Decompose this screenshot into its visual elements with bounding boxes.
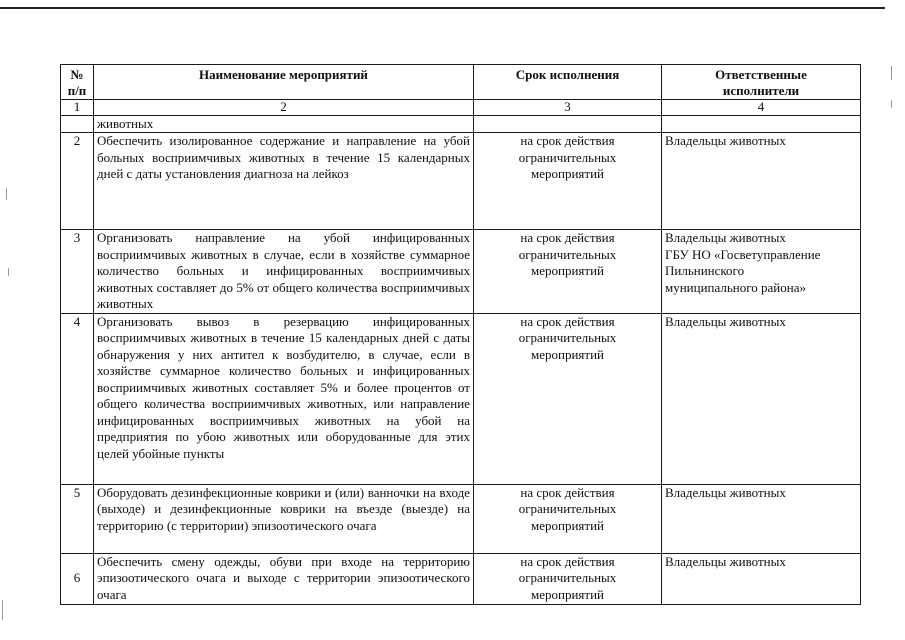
text-line: на срок действия [520,553,615,569]
deadline-cell [474,484,662,553]
column-number: 1 [61,100,94,116]
responsible-text [665,230,857,296]
deadline-text [477,485,658,535]
header-deadline-text: Срок исполнения [515,67,620,82]
deadline-cell [474,230,662,314]
column-number: 4 [662,100,861,116]
continuation-responsible-cell [662,116,861,133]
text-line: п/п [67,83,87,98]
text-line: мероприятий [531,586,604,602]
responsible-text [665,485,857,502]
text-line: № [70,67,84,82]
responsible-cell [662,553,861,604]
row-number: 4 [61,313,94,484]
responsible-cell [662,484,861,553]
measure-description: Обеспечить изолированное содержание и направление на убой больных восприимчивых животных в течение 15 календарных дней с даты установления диагноза на лейкоз [94,133,474,230]
column-number: 3 [474,100,662,116]
text-line: Владельцы животных [665,484,786,500]
deadline-text [477,230,658,280]
text-line: ограничительных [518,501,617,516]
text-line: Владельцы животных [665,313,786,329]
header-measure-name [94,65,474,100]
text-line: Владельцы животных [665,133,786,148]
text-line: муниципального района» [665,279,806,295]
deadline-text [477,314,658,364]
text-line: Пильнинского [665,263,745,278]
measure-description: Организовать направление на убой инфицированных восприимчивых животных в случае, если в хозяйстве суммарное количество больных и инфицированных восприимчивых животных составляет до 5% от общего количества восприимчивых животных [94,230,474,314]
text-line: на срок действия [520,313,615,329]
scan-top-border-line [0,7,885,9]
text-line: мероприятий [531,517,604,533]
column-number-row [61,100,861,116]
responsible-text [665,133,857,150]
header-row [61,65,861,100]
table-header [61,65,861,100]
deadline-cell [474,133,662,230]
table-row [61,230,861,314]
table-row [61,553,861,604]
row-number: 2 [61,133,94,230]
scan-artifact-mark [6,188,7,200]
text-line: мероприятий [531,263,604,278]
continuation-deadline-cell [474,116,662,133]
text-line: мероприятий [531,346,604,362]
responsible-text [665,554,857,571]
text-line: на срок действия [520,484,615,500]
text-line: ограничительных [518,570,617,585]
header-responsible-text [665,67,857,99]
measures-table [60,64,861,605]
text-line: ограничительных [518,246,617,262]
table-row [61,484,861,553]
measure-description: Обеспечить смену одежды, обуви при входе на территорию эпизоотического очага и выходе с территории эпизоотического очага [94,553,474,604]
header-responsible [662,65,861,100]
text-line: Владельцы животных [665,230,786,245]
row-number: 5 [61,484,94,553]
scan-artifact-mark [2,600,3,620]
continuation-number-cell [61,116,94,133]
header-number [61,65,94,100]
header-measure-name-text: Наименование мероприятий [199,67,368,82]
deadline-cell [474,553,662,604]
continuation-row [61,116,861,133]
deadline-text [477,133,658,183]
responsible-cell [662,230,861,314]
table-body [61,100,861,605]
text-line: исполнители [722,83,800,98]
table-row [61,133,861,230]
text-line: ограничительных [518,149,617,165]
header-deadline [474,65,662,100]
table-row [61,313,861,484]
text-line: мероприятий [531,166,604,181]
text-line: Ответственные [715,67,807,82]
text-line: на срок действия [520,133,615,148]
responsible-cell [662,313,861,484]
responsible-cell [662,133,861,230]
measure-description: Организовать вывоз в резервацию инфицированных восприимчивых животных в течение 15 календарных дней с даты обнаружения у них антител к возбудителю, в случае, если в хозяйстве суммарное количество больных и инфицированных восприимчивых животных составляет 5% и более процентов от общего количества восприимчивых животных, или направление инфицированных восприимчивых животных на убой на предприятия по убою животных или оборудованные для этих целей убойные пункты [94,313,474,484]
row-number: 3 [61,230,94,314]
scan-artifact-mark [891,66,892,80]
measure-description: Оборудовать дезинфекционные коврики и (или) ванночки на входе (выходе) и дезинфекционные коврики на въезде (выезде) на территорию (с территории) эпизоотического очага [94,484,474,553]
continuation-text: животных [94,116,474,133]
deadline-text [477,554,658,604]
deadline-cell [474,313,662,484]
header-number-text [64,67,90,99]
scan-artifact-mark [891,100,892,108]
text-line: ограничительных [518,330,617,345]
column-number: 2 [94,100,474,116]
scan-artifact-mark [8,268,9,276]
text-line: ГБУ НО «Госветуправление [665,246,821,262]
row-number: 6 [61,553,94,604]
responsible-text [665,314,857,331]
text-line: Владельцы животных [665,553,786,569]
text-line: на срок действия [520,230,615,245]
